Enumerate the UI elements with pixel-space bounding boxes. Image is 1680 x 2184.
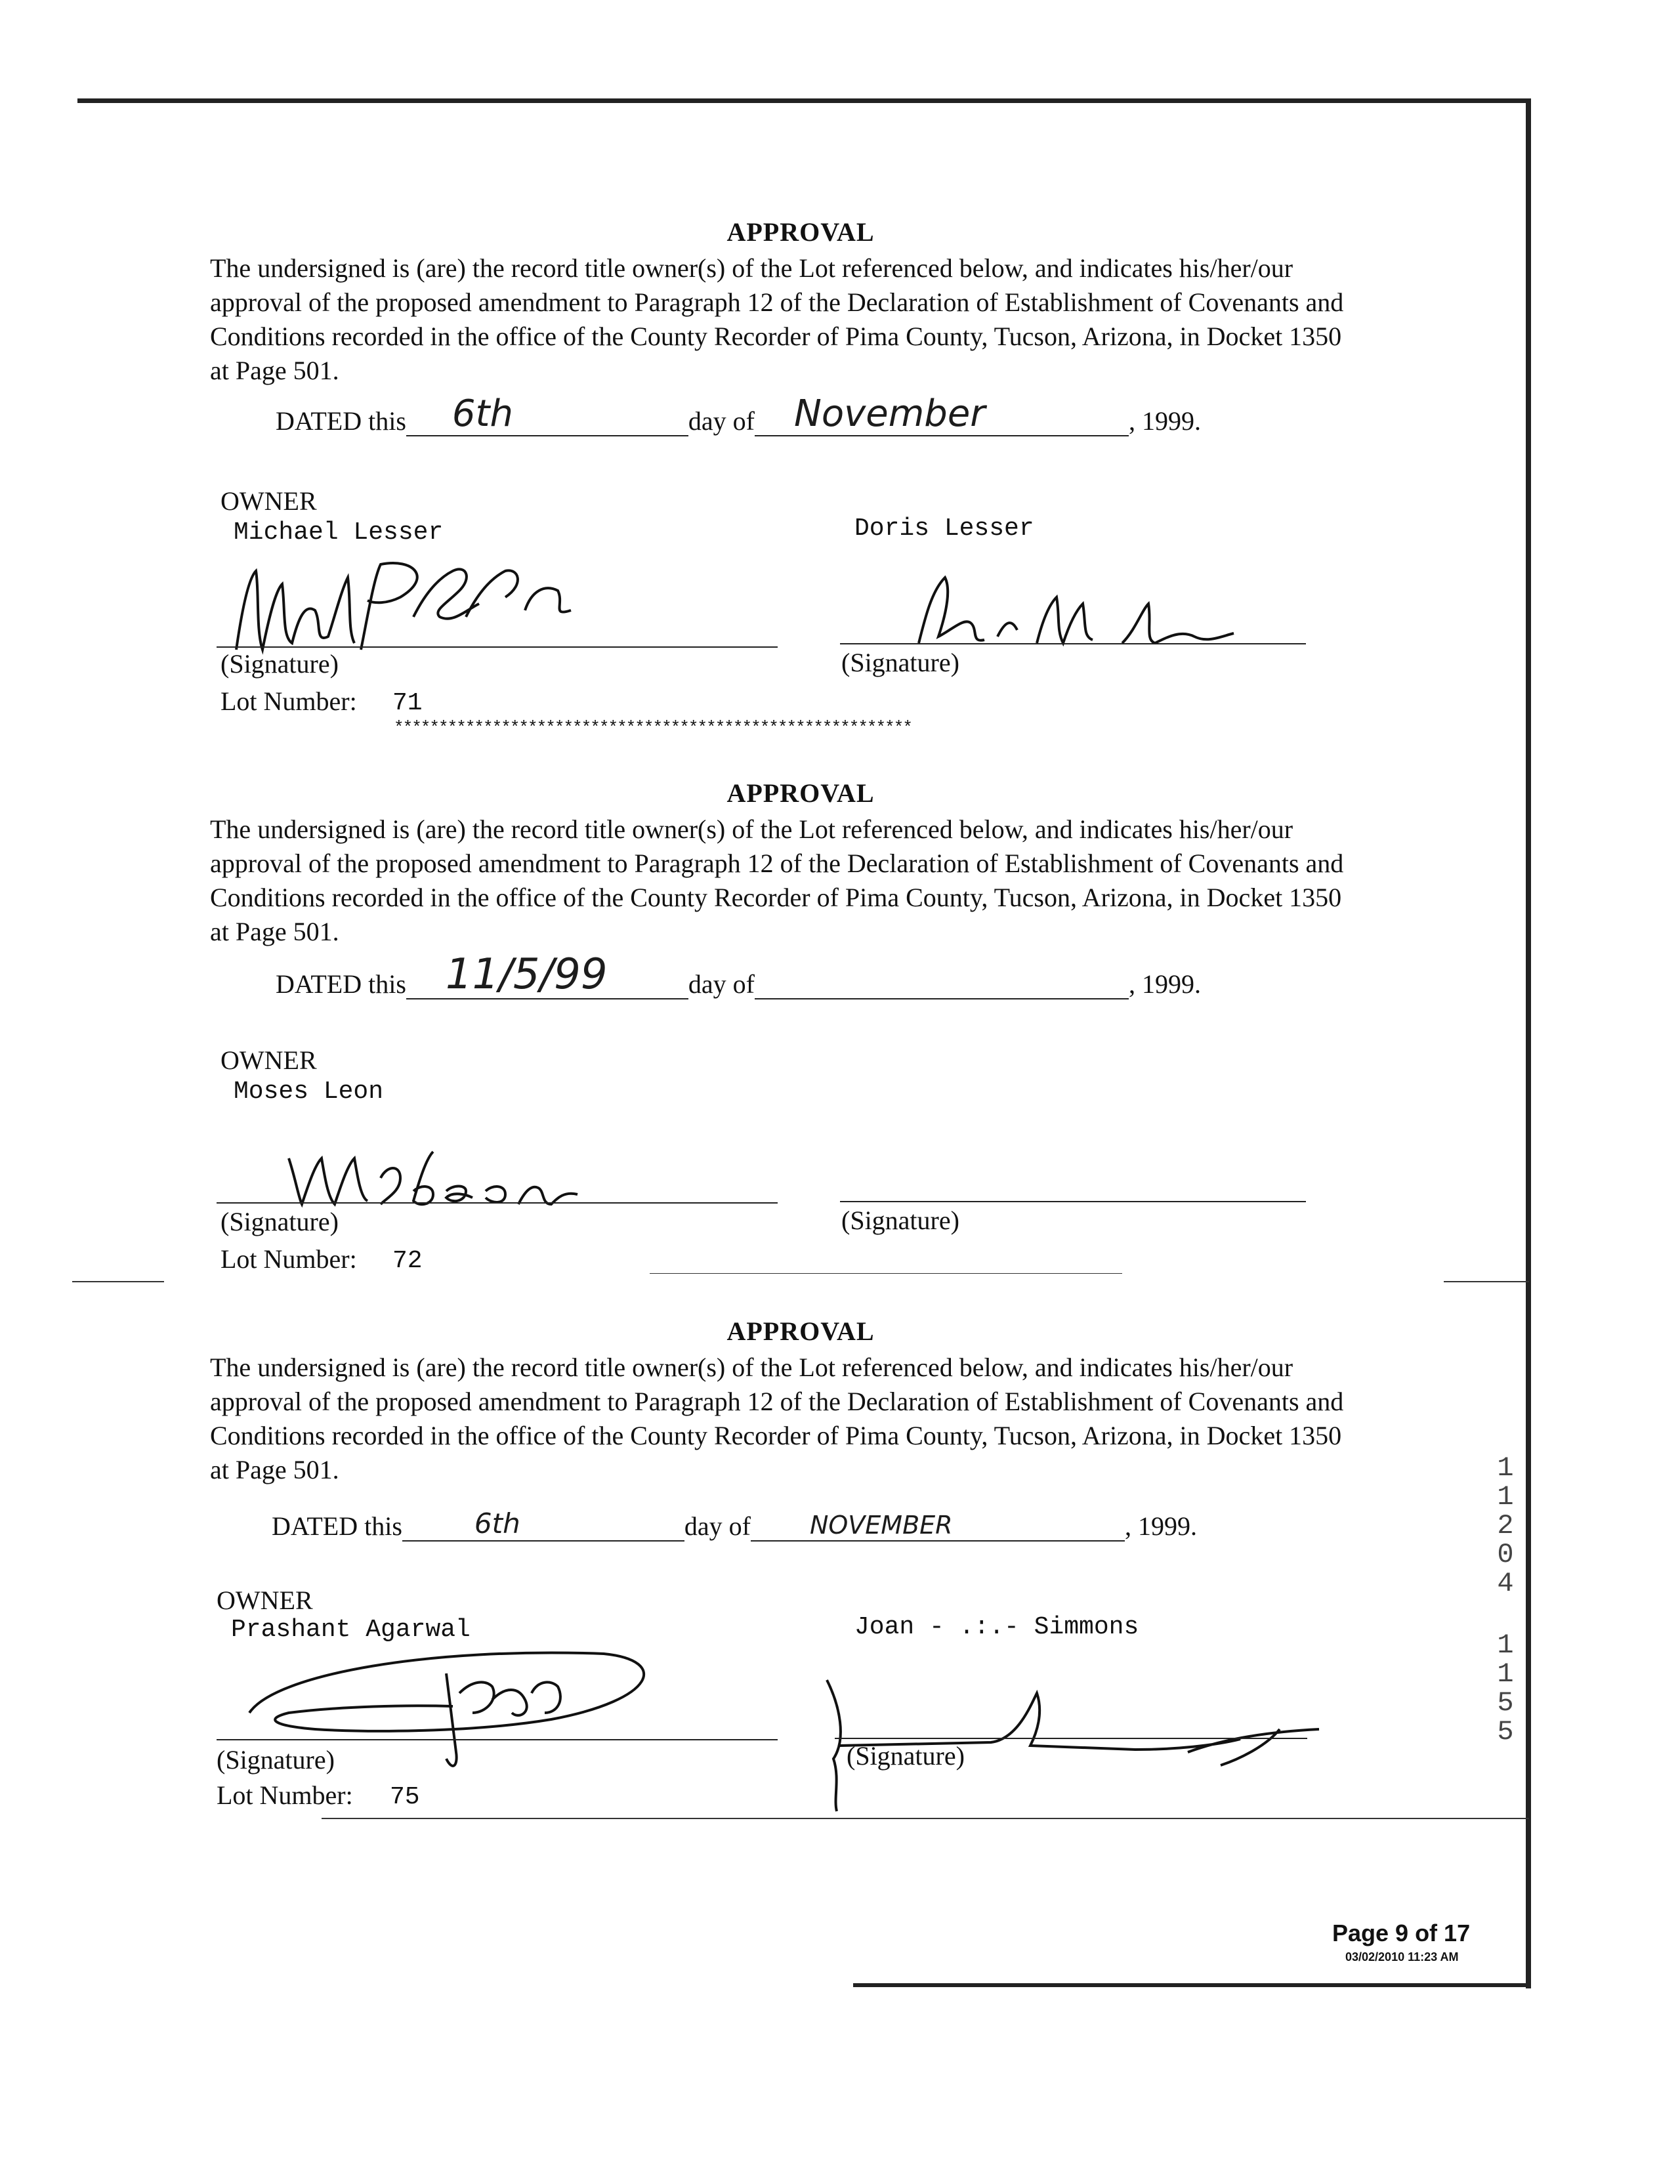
- scan-dash: [1444, 1281, 1529, 1282]
- signature-line: [217, 1739, 778, 1740]
- dated-row-3: [272, 1507, 1197, 1542]
- signature-line: [217, 646, 778, 648]
- lot-number-label: Lot Number:: [220, 686, 357, 716]
- scan-dash: [650, 1273, 1122, 1274]
- scan-border-right: [1526, 98, 1531, 1988]
- handwritten-month: November: [793, 392, 986, 435]
- dated-this-label: DATED this: [276, 969, 406, 999]
- scan-border-top: [77, 98, 1528, 103]
- dated-row-2: [276, 950, 1201, 999]
- separator-stars: **********************************************************: [394, 718, 912, 738]
- scan-border-bottom: [853, 1983, 1531, 1987]
- day-field: [402, 1507, 684, 1542]
- margin-digit: 1: [1497, 1629, 1514, 1661]
- margin-digit: 0: [1497, 1539, 1514, 1570]
- dated-row-1: [276, 392, 1201, 436]
- handwritten-day: 6th: [474, 1507, 520, 1540]
- day-field: [406, 392, 688, 436]
- margin-digit: 2: [1497, 1510, 1514, 1542]
- owner-label: OWNER: [220, 486, 317, 516]
- margin-digit: 5: [1497, 1716, 1514, 1748]
- margin-digit: 1: [1497, 1481, 1514, 1513]
- day-of-label: day of: [688, 969, 755, 999]
- lot-number-label: Lot Number:: [217, 1780, 353, 1810]
- signature-moses-leon: [282, 1139, 597, 1217]
- year-label: , 1999.: [1128, 969, 1201, 999]
- margin-digit: 1: [1497, 1658, 1514, 1690]
- signature-line: [840, 643, 1306, 644]
- approval-title: APPROVAL: [726, 1316, 875, 1346]
- signature-line: [840, 1201, 1306, 1202]
- approval-text: The undersigned is (are) the record title owner(s) of the Lot referenced below, and indicates his/her/our approval of the proposed amendment to Paragraph 12 of the Declaration of Establishment of Covenants and Conditions recorded in the office of the County Recorder of Pima County, Tucson, Arizona, in Docket 1350 at Page 501.: [210, 253, 1344, 385]
- signature-line: [835, 1738, 1307, 1739]
- handwritten-month: NOVEMBER: [809, 1511, 953, 1540]
- signature-label: (Signature): [847, 1741, 965, 1771]
- signature-label: (Signature): [220, 1207, 339, 1236]
- approval-block-2: [210, 778, 1391, 949]
- dated-this-label: DATED this: [272, 1511, 402, 1541]
- signature-line: [217, 1202, 778, 1204]
- print-timestamp: 03/02/2010 11:23 AM: [1345, 1950, 1459, 1964]
- dated-this-label: DATED this: [276, 406, 406, 436]
- owner-2-name: Joan - .:.- Simmons: [854, 1613, 1139, 1641]
- month-field: [755, 969, 1129, 999]
- lot-number-value: 72: [392, 1247, 423, 1275]
- margin-digit: 5: [1497, 1687, 1514, 1719]
- approval-text: The undersigned is (are) the record title owner(s) of the Lot referenced below, and indicates his/her/our approval of the proposed amendment to Paragraph 12 of the Declaration of Establishment of Covenants and Conditions recorded in the office of the County Recorder of Pima County, Tucson, Arizona, in Docket 1350 at Page 501.: [210, 1353, 1344, 1484]
- lot-number-label: Lot Number:: [220, 1244, 357, 1274]
- owner-1-name: Michael Lesser: [234, 518, 444, 547]
- approval-title: APPROVAL: [726, 217, 875, 247]
- month-field: [751, 1511, 1125, 1542]
- lot-number-value: 75: [390, 1783, 420, 1811]
- approval-block-1: [210, 217, 1391, 388]
- margin-digit: 4: [1497, 1568, 1514, 1599]
- lot-number-value: 71: [392, 689, 423, 717]
- signature-label: (Signature): [220, 649, 339, 679]
- handwritten-day: 11/5/99: [445, 950, 608, 999]
- page-number: Page 9 of 17: [1332, 1920, 1471, 1946]
- margin-digit: 1: [1497, 1452, 1514, 1484]
- year-label: , 1999.: [1124, 1511, 1197, 1541]
- owner-1-name: Moses Leon: [234, 1078, 384, 1106]
- signature-label: (Signature): [841, 648, 959, 677]
- approval-block-3: [210, 1316, 1391, 1487]
- month-field: [755, 392, 1129, 436]
- signature-label: (Signature): [217, 1745, 335, 1774]
- handwritten-day: 6th: [452, 392, 513, 435]
- owner-2-name: Doris Lesser: [854, 514, 1034, 543]
- owner-label: OWNER: [220, 1045, 317, 1075]
- day-of-label: day of: [684, 1511, 751, 1541]
- signature-label: (Signature): [841, 1206, 959, 1235]
- owner-1-name: Prashant Agarwal: [231, 1616, 471, 1644]
- approval-text: The undersigned is (are) the record title owner(s) of the Lot referenced below, and indicates his/her/our approval of the proposed amendment to Paragraph 12 of the Declaration of Establishment of Covenants and Conditions recorded in the office of the County Recorder of Pima County, Tucson, Arizona, in Docket 1350 at Page 501.: [210, 814, 1344, 946]
- approval-title: APPROVAL: [726, 778, 875, 808]
- owner-label: OWNER: [217, 1586, 313, 1615]
- signature-doris-lesser: [892, 551, 1260, 663]
- scan-dash: [72, 1281, 164, 1282]
- year-label: , 1999.: [1128, 406, 1201, 436]
- scan-dash: [322, 1818, 1529, 1819]
- day-of-label: day of: [688, 406, 755, 436]
- day-field: [406, 950, 688, 999]
